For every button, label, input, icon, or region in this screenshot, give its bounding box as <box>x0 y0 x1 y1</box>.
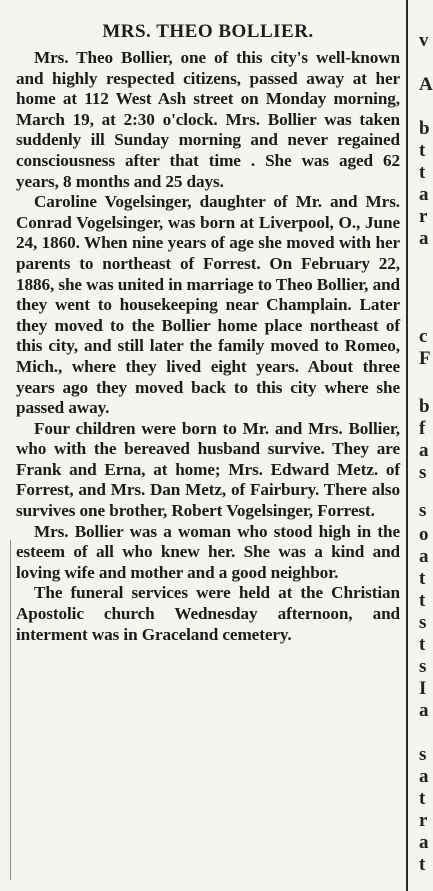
article-headline: MRS. THEO BOLLIER. <box>102 21 314 42</box>
adjacent-letter: s <box>419 612 427 633</box>
adjacent-letter: I <box>419 678 427 699</box>
left-column-rule <box>10 540 11 880</box>
adjacent-letter: s <box>419 462 427 483</box>
adjacent-letter: t <box>419 854 426 875</box>
adjacent-letter: v <box>419 30 429 51</box>
adjacent-letter: s <box>419 744 427 765</box>
article-paragraph: Caroline Vogelsinger, daughter of Mr. and Mrs. Conrad Vogelsinger, was born at Liverpool, O., June 24, 1860. When nine years of age she moved with her parents to northeast of Forrest. On February 22, 1886, she was united in marriage to Theo Bollier, and they went to housekeeping near Champlain. Later they moved to the Bollier home place northeast of this city, and still later the family moved to Romeo, Mich., where they lived eight years. About three years ago they moved back to this city where she passed away. <box>16 192 400 418</box>
adjacent-letter: s <box>419 500 427 521</box>
adjacent-letter: t <box>419 634 426 655</box>
column-divider <box>406 0 408 891</box>
adjacent-letter: b <box>419 118 430 139</box>
adjacent-letter: t <box>419 162 426 183</box>
adjacent-letter: o <box>419 524 429 545</box>
adjacent-letter: t <box>419 590 426 611</box>
article-paragraph: Four children were born to Mr. and Mrs. Bollier, who with the bereaved husband survive. They are Frank and Erna, at home; Mrs. Edward Metz. of Forrest, and Mrs. Dan Metz, of Fairbury. There also survives one brother, Robert Vogelsinger, Forrest. <box>16 418 400 521</box>
adjacent-letter: a <box>419 546 429 567</box>
adjacent-letter: t <box>419 140 426 161</box>
adjacent-letter: F <box>419 348 431 369</box>
adjacent-letter: a <box>419 184 429 205</box>
article-paragraph: Mrs. Theo Bollier, one of this city's well-known and highly respected citizens, passed away at her home at 112 West Ash street on Monday morning, March 19, at 2:30 o'clock. Mrs. Bollier was taken suddenly ill Sunday morning and never regained consciousness after that time . She was aged 62 years, 8 months and 25 days. <box>16 48 400 191</box>
adjacent-letter: r <box>419 206 428 227</box>
obituary-article <box>16 6 400 645</box>
adjacent-letter: a <box>419 766 429 787</box>
adjacent-letter: a <box>419 228 429 249</box>
adjacent-letter: t <box>419 568 426 589</box>
adjacent-letter: s <box>419 656 427 677</box>
article-paragraph: Mrs. Bollier was a woman who stood high in the esteem of all who knew her. She was a kind and loving wife and mother and a good neighbor. <box>16 521 400 582</box>
adjacent-letter: f <box>419 418 426 439</box>
adjacent-letter: a <box>419 832 429 853</box>
adjacent-letter: r <box>419 810 428 831</box>
adjacent-letter: A <box>419 74 433 95</box>
adjacent-letter: b <box>419 396 430 417</box>
adjacent-letter: t <box>419 788 426 809</box>
article-paragraph: The funeral services were held at the Christian Apostolic church Wednesday afternoon, and interment was in Graceland cemetery. <box>16 583 400 644</box>
adjacent-letter: a <box>419 700 429 721</box>
adjacent-letter: c <box>419 326 428 347</box>
adjacent-column-fragment <box>411 0 431 891</box>
adjacent-letter: a <box>419 440 429 461</box>
